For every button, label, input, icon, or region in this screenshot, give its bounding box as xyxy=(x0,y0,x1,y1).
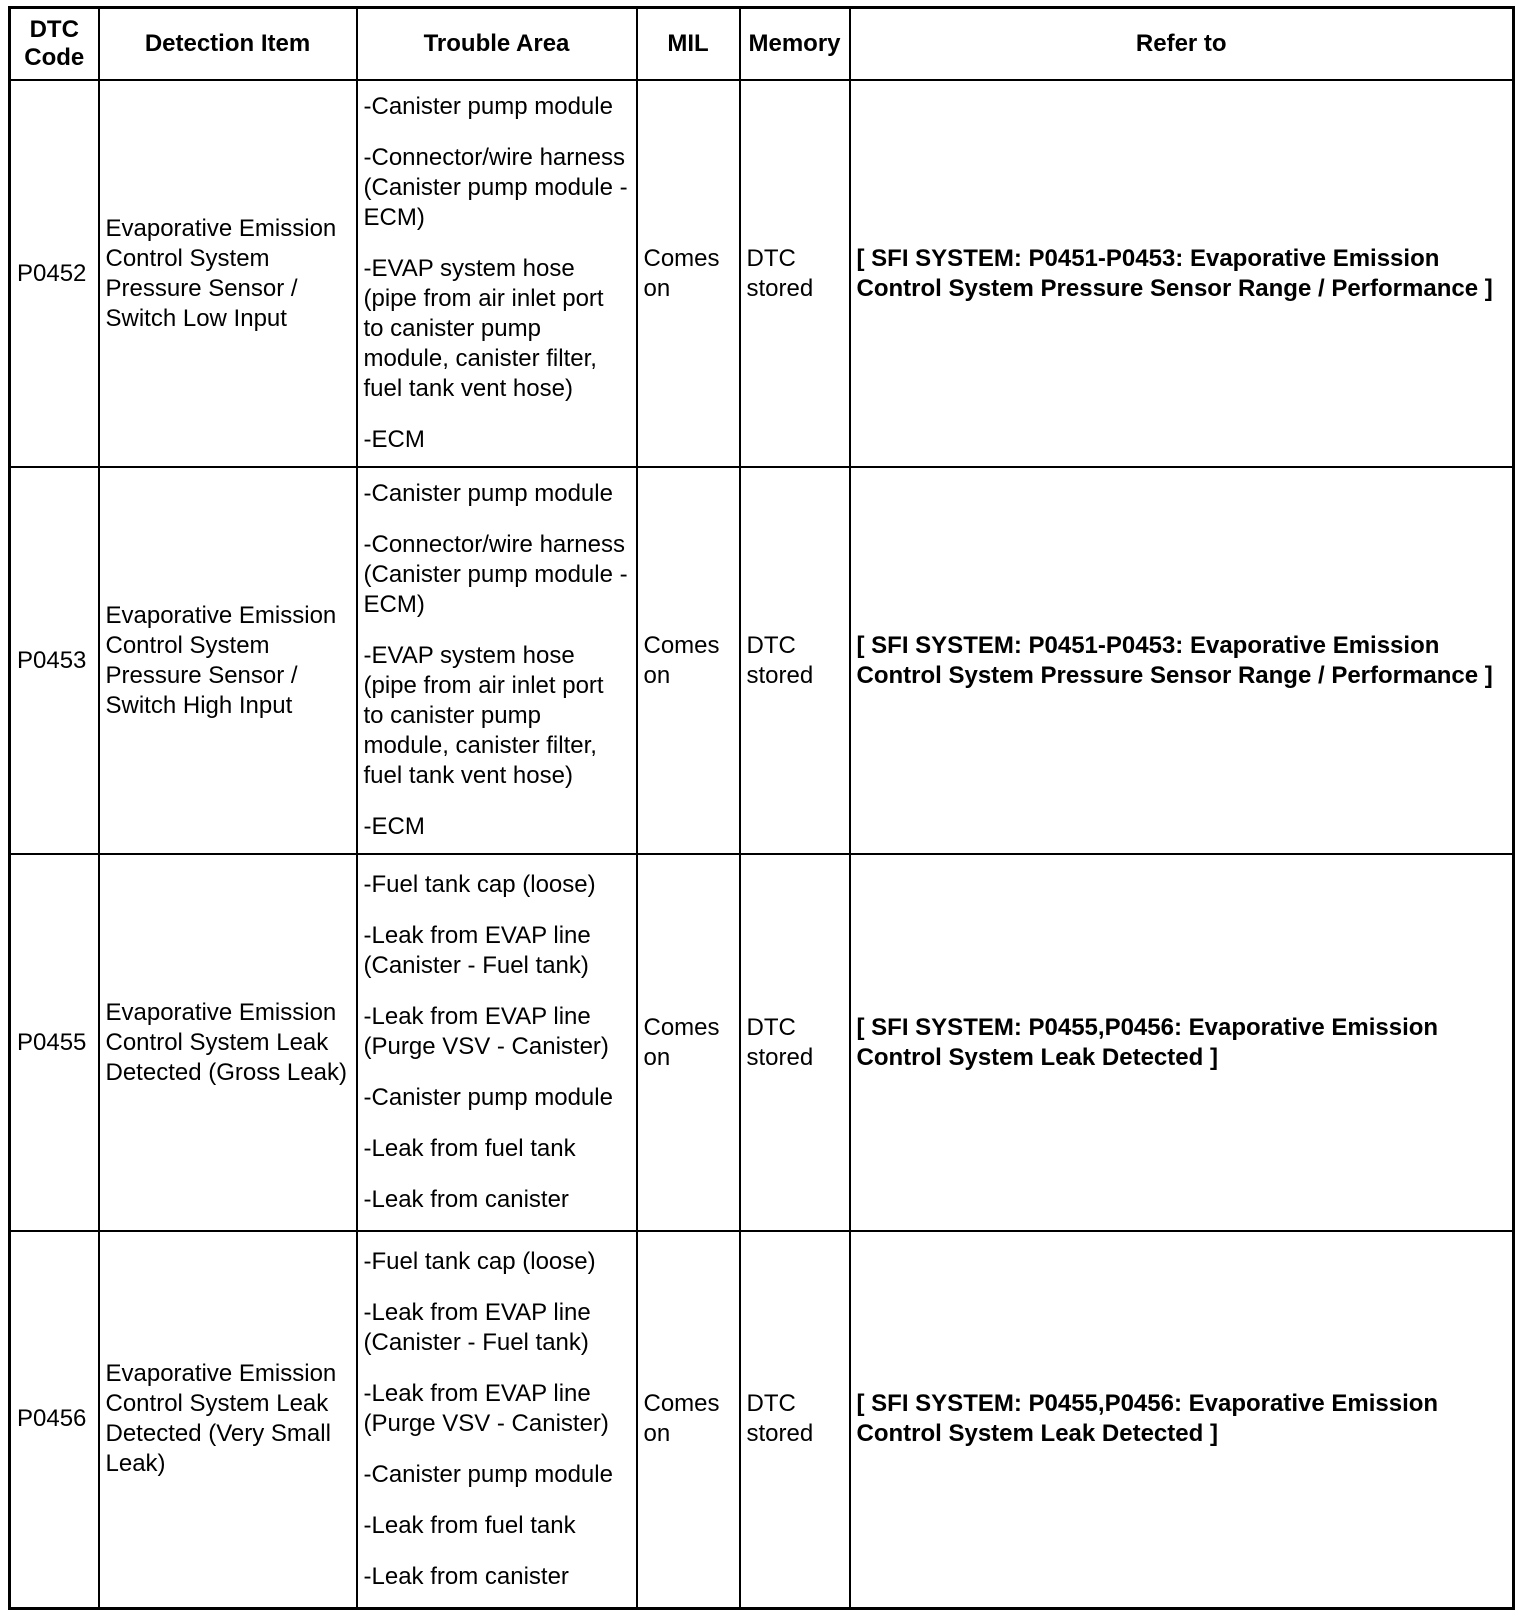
header-row xyxy=(10,8,1514,81)
trouble-area-item: -Leak from EVAP line (Canister - Fuel tank) xyxy=(363,1298,591,1356)
trouble-area-item: -ECM xyxy=(363,426,425,453)
memory-status: DTC stored xyxy=(740,1231,850,1608)
dtc-table xyxy=(8,6,1515,1610)
detection-item: Evaporative Emission Control System Leak Detected (Gross Leak) xyxy=(99,854,357,1231)
trouble-area-item: -Canister pump module xyxy=(363,480,613,507)
header-refer-to: Refer to xyxy=(850,8,1514,81)
trouble-area-item: -Leak from canister xyxy=(363,1562,569,1590)
trouble-area-item: -Leak from fuel tank xyxy=(363,1511,576,1539)
trouble-area-item: -Fuel tank cap (loose) xyxy=(363,871,596,898)
trouble-area-item: -Leak from EVAP line (Canister - Fuel tank) xyxy=(363,922,591,979)
memory-status: DTC stored xyxy=(740,854,850,1231)
dtc-code: P0456 xyxy=(10,1231,99,1608)
detection-item: Evaporative Emission Control System Pressure Sensor / Switch Low Input xyxy=(99,80,357,467)
dtc-code: P0455 xyxy=(10,854,99,1231)
trouble-area xyxy=(357,467,637,854)
refer-link[interactable]: [ SFI SYSTEM: P0455,P0456: Evaporative Emission Control System Leak Detected ] xyxy=(850,1231,1514,1608)
trouble-area-item: -Connector/wire harness (Canister pump module - ECM) xyxy=(363,531,628,618)
trouble-area-item: -Leak from EVAP line (Purge VSV - Canister) xyxy=(363,1379,609,1437)
table-row xyxy=(10,467,1514,854)
refer-link[interactable]: [ SFI SYSTEM: P0451-P0453: Evaporative Emission Control System Pressure Sensor Range / Performance ] xyxy=(850,467,1514,854)
trouble-area-item: -Leak from fuel tank xyxy=(363,1135,576,1162)
table-row xyxy=(10,854,1514,1231)
table-row xyxy=(10,1231,1514,1608)
refer-link[interactable]: [ SFI SYSTEM: P0451-P0453: Evaporative Emission Control System Pressure Sensor Range / Performance ] xyxy=(850,80,1514,467)
memory-status: DTC stored xyxy=(740,467,850,854)
trouble-area-item: -Connector/wire harness (Canister pump module - ECM) xyxy=(363,144,628,231)
trouble-area xyxy=(357,1231,637,1608)
header-mil: MIL xyxy=(637,8,740,81)
trouble-area-item: -Fuel tank cap (loose) xyxy=(363,1247,596,1275)
trouble-area-item: -Leak from canister xyxy=(363,1186,569,1213)
mil-status: Comes on xyxy=(637,1231,740,1608)
mil-status: Comes on xyxy=(637,80,740,467)
trouble-area-item: -Leak from EVAP line (Purge VSV - Canister) xyxy=(363,1003,609,1060)
header-memory: Memory xyxy=(740,8,850,81)
trouble-area-item: -EVAP system hose (pipe from air inlet port to canister pump module, canister filter, fuel tank vent hose) xyxy=(363,642,604,789)
trouble-area xyxy=(357,854,637,1231)
trouble-area-item: -ECM xyxy=(363,813,425,840)
trouble-area-item: -EVAP system hose (pipe from air inlet port to canister pump module, canister filter, fuel tank vent hose) xyxy=(363,255,604,402)
trouble-area-item: -Canister pump module xyxy=(363,1460,613,1488)
detection-item: Evaporative Emission Control System Pressure Sensor / Switch High Input xyxy=(99,467,357,854)
detection-item: Evaporative Emission Control System Leak Detected (Very Small Leak) xyxy=(99,1231,357,1608)
memory-status: DTC stored xyxy=(740,80,850,467)
trouble-area-item: -Canister pump module xyxy=(363,93,613,120)
table-row xyxy=(10,80,1514,467)
trouble-area xyxy=(357,80,637,467)
header-dtc-code: DTC Code xyxy=(10,8,99,81)
refer-link[interactable]: [ SFI SYSTEM: P0455,P0456: Evaporative Emission Control System Leak Detected ] xyxy=(850,854,1514,1231)
mil-status: Comes on xyxy=(637,854,740,1231)
dtc-code: P0453 xyxy=(10,467,99,854)
mil-status: Comes on xyxy=(637,467,740,854)
dtc-code: P0452 xyxy=(10,80,99,467)
header-detection-item: Detection Item xyxy=(99,8,357,81)
header-trouble-area: Trouble Area xyxy=(357,8,637,81)
trouble-area-item: -Canister pump module xyxy=(363,1084,613,1111)
